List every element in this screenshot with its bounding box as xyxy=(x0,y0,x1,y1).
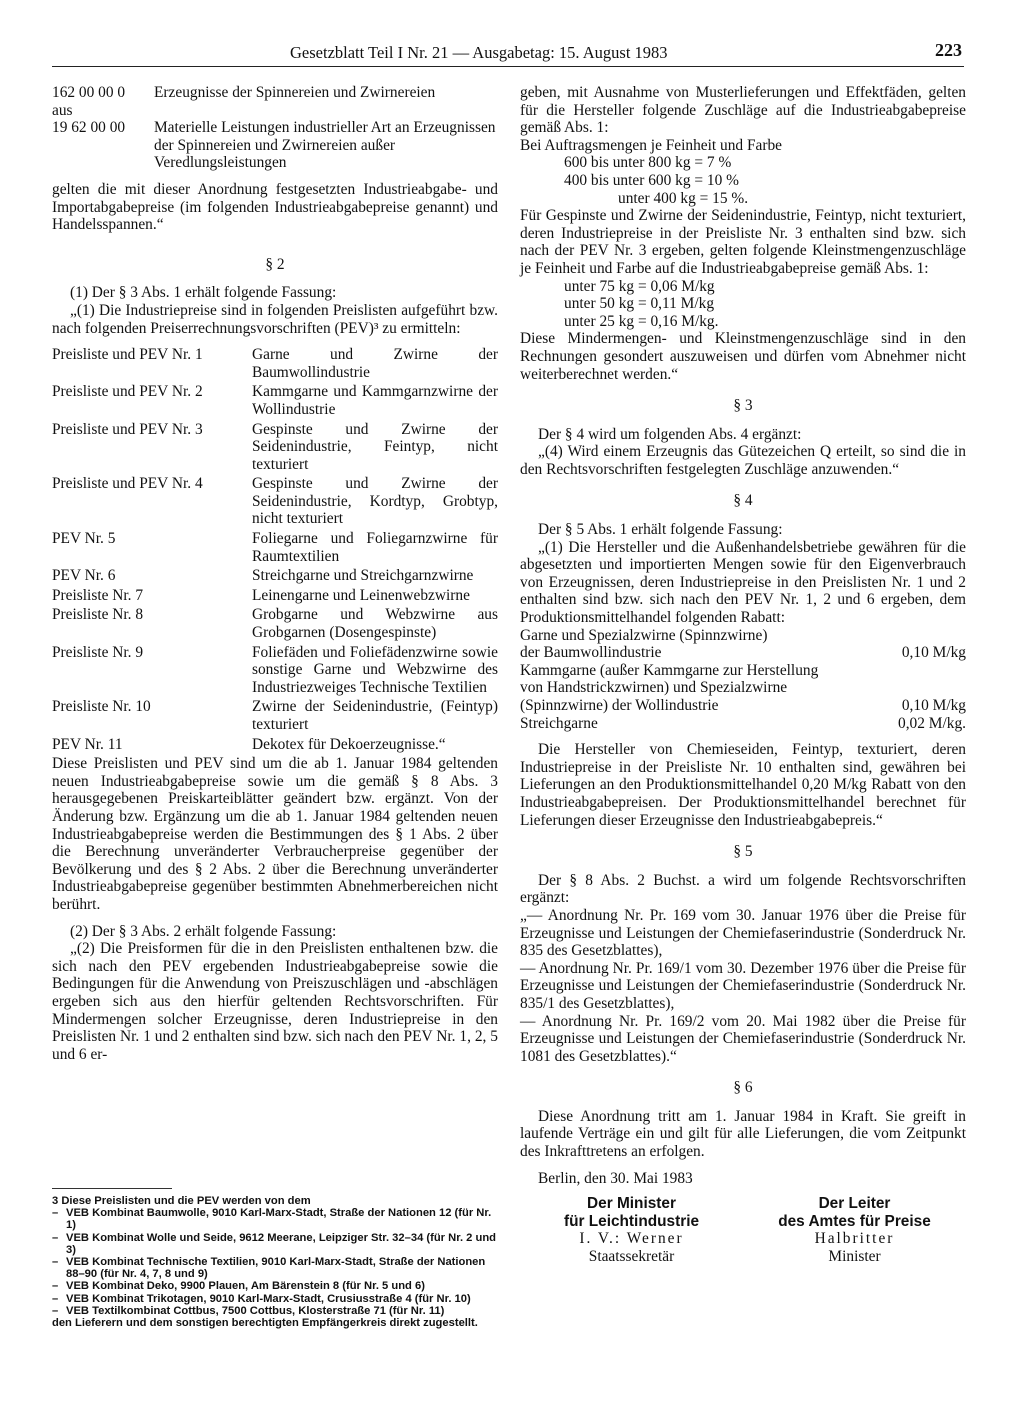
pricelist-name: Preisliste Nr. 10 xyxy=(52,698,151,716)
surcharge-item: 400 bis unter 600 kg = 10 % xyxy=(564,171,739,189)
pricelist-desc: Leinengarne und Leinenwebzwirne xyxy=(252,586,470,604)
rabatt-table xyxy=(520,627,966,733)
pricelist-desc: Garne und Zwirne der Baumwollindustrie xyxy=(252,346,498,381)
rabatt-row: Kammgarne (außer Kammgarne zur Herstellung von Handstrickzwirnen) und Spezialzwirne (Spinnzwirne) der Wollindustrie 0,10 M/kg xyxy=(520,661,966,714)
surcharge-item: unter 25 kg = 0,16 M/kg. xyxy=(564,312,719,330)
paragraph: Diese Anordnung tritt am 1. Januar 1984 in Kraft. Sie greift in laufende Verträge ein und gilt für alle Lieferungen, die vom Zeitpunkt des Inkrafttretens an erfolgen. xyxy=(520,1107,966,1161)
footnote xyxy=(52,1188,498,1329)
pricelist-desc: Grobgarne und Webzwirne aus Grobgarnen (Dosengespinste) xyxy=(252,606,498,642)
signature-right: Der Leiter des Amtes für Preise Halbritter Minister xyxy=(778,1195,931,1266)
pricelist-row xyxy=(52,587,498,605)
surcharge-item: unter 400 kg = 15 %. xyxy=(618,189,749,207)
paragraph: Der § 8 Abs. 2 Buchst. a wird um folgende Rechtsvorschriften ergänzt: xyxy=(520,871,966,907)
right-column xyxy=(520,84,966,1266)
footnote-outro: den Lieferern und dem sonstigen berechtigten Empfängerkreis direkt zugestellt. xyxy=(52,1317,478,1330)
paragraph: (2) Der § 3 Abs. 2 erhält folgende Fassung: xyxy=(70,922,337,940)
paragraph: „(2) Die Preisformen für die in den Preislisten enthaltenen bzw. die sich nach den PEV ergebenden Industrieabgabepreise sowie die Bedingungen für die Anwendung von Preiszuschlägen und -abschlägen ergeben sich aus den hierfür geltenden Rechtsvorschriften. Für Mindermengen solcher Erzeugnisse, deren Industriepreise in den Preislisten Nr. 1 und 2 enthalten sind bzw. sich nach den PEV Nr. 1, 2, 5 und 6 er- xyxy=(52,940,498,1063)
signatures xyxy=(520,1195,966,1265)
place-date: Berlin, den 30. Mai 1983 xyxy=(538,1169,693,1187)
pricelist-desc: Zwirne der Seidenindustrie, (Feintyp) texturiert xyxy=(252,698,498,733)
paragraph: geben, mit Ausnahme von Musterlieferungen und Effektfäden, gelten für die Hersteller folgende Zuschläge auf die Industrieabgabepreise gemäß Abs. 1: xyxy=(520,84,966,137)
footnote-item: – VEB Kombinat Wolle und Seide, 9612 Meerane, Leipziger Str. 32–34 (für Nr. 2 und 3) xyxy=(52,1231,497,1256)
pricelist-desc: Kammgarne und Kammgarnzwirne der Wollindustrie xyxy=(252,383,498,418)
section-title: § 2 xyxy=(265,255,285,273)
pricelist-name: Preisliste Nr. 9 xyxy=(52,643,144,661)
section-title: § 6 xyxy=(733,1079,753,1097)
pricelist-row xyxy=(52,530,498,565)
paragraph: „(1) Die Hersteller und die Außenhandelsbetriebe gewähren für die abgesetzten und importierten Mengen sowie für den Eigenverbrauch von Erzeugnissen, deren Industriepreise in den Preislisten Nr. 1 und 2 enthalten sind bzw. sich nach den PEV Nr. 1, 2 und 6 ergeben, dem Produktionsmittelhandel folgenden Rabatt: xyxy=(520,538,966,627)
pricelist-row xyxy=(52,383,498,418)
left-column xyxy=(52,84,498,1063)
pricelist-row xyxy=(52,736,498,754)
page-header xyxy=(52,42,964,67)
pricelist-row xyxy=(52,606,498,641)
pricelist-name: PEV Nr. 11 xyxy=(52,735,123,753)
pricelist-desc: Gespinste und Zwirne der Seidenindustrie, Kordtyp, Grobtyp, nicht texturiert xyxy=(252,475,498,528)
footnote-item: – VEB Kombinat Deko, 9900 Plauen, Am Bärenstein 8 (für Nr. 5 und 6) xyxy=(52,1280,425,1293)
paragraph: Diese Mindermengen- und Kleinstmengenzuschläge sind in den Rechnungen gesondert auszuweisen und dürfen vom Abnehmer nicht weiterberechnet werden.“ xyxy=(520,330,966,383)
paragraph: „(4) Wird einem Erzeugnis das Gütezeichen Q erteilt, so sind die in den Rechtsvorschriften festgelegten Zuschläge anzuwenden.“ xyxy=(520,443,966,478)
list-item: — Anordnung Nr. Pr. 169/1 vom 30. Dezember 1976 über die Preise für Erzeugnisse und Leistungen der Chemiefaserindustrie (Sonderdruck Nr. 835/1 des Gesetzblattes), xyxy=(520,959,966,1012)
paragraph: Für Gespinste und Zwirne der Seidenindustrie, Feintyp, nicht texturiert, deren Industriepreise in der Preisliste Nr. 3 enthalten sind bzw. sich nach der PEV Nr. 3 ergeben, gelten folgende Kleinstmengenzuschläge je Feinheit und Farbe auf die Industrieabgabepreise gemäß Abs. 1: xyxy=(520,207,966,277)
surcharge-list xyxy=(520,278,966,331)
code-row xyxy=(52,84,498,102)
paragraph: „(1) Die Industriepreise sind in folgenden Preislisten aufgeführt bzw. nach folgenden Preiserrechnungsvorschriften (PEV)³ zu ermitteln: xyxy=(52,301,498,337)
surcharge-item: unter 50 kg = 0,11 M/kg xyxy=(564,295,715,313)
pricelist-name: PEV Nr. 6 xyxy=(52,567,116,585)
code: 162 00 00 0 xyxy=(52,84,126,101)
pricelist-row xyxy=(52,644,498,697)
pricelist-row xyxy=(52,475,498,528)
surcharge-list xyxy=(520,154,966,207)
signature-left: Der Minister für Leichtindustrie I. V.: Werner Staatssekretär xyxy=(563,1195,700,1266)
pricelist-row xyxy=(52,346,498,381)
footnote-item: – VEB Kombinat Technische Textilien, 9010 Karl-Marx-Stadt, Straße der Nationen 88–90 (für Nr. 4, 7, 8 und 9) xyxy=(52,1256,486,1281)
pricelist-name: Preisliste und PEV Nr. 3 xyxy=(52,420,203,438)
pricelist-name: PEV Nr. 5 xyxy=(52,530,116,548)
code: 19 62 00 00 xyxy=(52,119,126,137)
pricelist-name: Preisliste Nr. 8 xyxy=(52,606,144,624)
paragraph: Bei Auftragsmengen je Feinheit und Farbe xyxy=(520,136,783,154)
pricelist-desc: Gespinste und Zwirne der Seidenindustrie, Feintyp, nicht texturiert xyxy=(252,420,498,473)
pricelist-table xyxy=(52,346,498,753)
pricelist-row xyxy=(52,698,498,733)
intro-close: gelten die mit dieser Anordnung festgesetzten Industrieabgabe- und Importabgabepreise (im folgenden Industrieabgabepreise genannt) und Handelsspannen.“ xyxy=(52,180,498,234)
paragraph: (1) Der § 3 Abs. 1 erhält folgende Fassung: xyxy=(70,284,337,302)
footnote-item: – VEB Kombinat Baumwolle, 9010 Karl-Marx-Stadt, Straße der Nationen 12 (für Nr. 1) xyxy=(52,1207,492,1232)
code-row xyxy=(52,119,498,172)
paragraph: Der § 4 wird um folgenden Abs. 4 ergänzt: xyxy=(538,425,802,443)
paragraph: Die Hersteller von Chemieseiden, Feintyp, texturiert, deren Industriepreise in der Preisliste Nr. 10 enthalten sind, gewähren bei Lieferungen an den Produktionsmittelhandel 0,20 M/kg Rabatt von den Industrieabgabepreisen. Der Produktionsmittelhandel berechnet für Lieferungen dieser Erzeugnisse den Industrieabgabepreis.“ xyxy=(520,741,966,829)
paragraph: Der § 5 Abs. 1 erhält folgende Fassung: xyxy=(538,521,783,539)
list-item: — Anordnung Nr. Pr. 169/2 vom 20. Mai 1982 über die Preise für Erzeugnisse und Leistungen der Chemiefaserindustrie (Sonderdruck Nr. 1081 des Gesetzblattes).“ xyxy=(520,1012,966,1065)
rabatt-row: Garne und Spezialzwirne (Spinnzwirne) der Baumwollindustrie 0,10 M/kg xyxy=(520,626,966,662)
code-row xyxy=(52,102,498,120)
pricelist-desc: Foliegarne und Foliegarnzwirne für Raumtextilien xyxy=(252,530,498,565)
pricelist-name: Preisliste und PEV Nr. 1 xyxy=(52,346,203,364)
pricelist-desc: Streichgarne und Streichgarnzwirne xyxy=(252,567,474,585)
code: aus xyxy=(52,101,73,119)
header-title: Gesetzblatt Teil I Nr. 21 — Ausgabetag: 15. August 1983 xyxy=(290,43,668,62)
footnote-item: – VEB Textilkombinat Cottbus, 7500 Cottbus, Klosterstraße 71 (für Nr. 11) xyxy=(52,1304,445,1317)
list-item: „— Anordnung Nr. Pr. 169 vom 30. Januar 1976 über die Preise für Erzeugnisse und Leistungen der Chemiefaserindustrie (Sonderdruck Nr. 835 des Gesetzblattes), xyxy=(520,906,966,960)
surcharge-item: 600 bis unter 800 kg = 7 % xyxy=(564,154,732,172)
pricelist-name: Preisliste und PEV Nr. 2 xyxy=(52,383,203,401)
code-desc: Erzeugnisse der Spinnereien und Zwirnereien xyxy=(154,84,436,101)
code-desc xyxy=(154,102,498,120)
section-title: § 4 xyxy=(733,492,753,510)
pricelist-row xyxy=(52,567,498,585)
footnote-item: – VEB Kombinat Trikotagen, 9010 Karl-Marx-Stadt, Crusiusstraße 4 (für Nr. 10) xyxy=(52,1292,471,1305)
footnote-intro: 3 Diese Preislisten und die PEV werden von dem xyxy=(52,1195,311,1207)
page-number: 223 xyxy=(935,40,962,60)
pricelist-name: Preisliste und PEV Nr. 4 xyxy=(52,475,203,493)
section-title: § 5 xyxy=(733,843,753,861)
pricelist-desc: Dekotex für Dekoerzeugnisse.“ xyxy=(252,735,446,753)
code-desc: Materielle Leistungen industrieller Art an Erzeugnissen der Spinnereien und Zwirnereien außer Veredlungsleistungen xyxy=(154,119,496,172)
section-title: § 3 xyxy=(733,397,753,415)
pricelist-name: Preisliste Nr. 7 xyxy=(52,586,144,604)
surcharge-item: unter 75 kg = 0,06 M/kg xyxy=(564,277,715,295)
paragraph: Diese Preislisten und PEV sind um die ab 1. Januar 1984 geltenden neuen Industrieabgabepreise sowie um die gemäß § 8 Abs. 3 herausgegebenen Preiskarteiblätter geändert bzw. ergänzt. Von der Änderung bzw. Ergänzung um die ab 1. Januar 1984 geltenden neuen Industrieabgabepreise werden die Bestimmungen des § 1 Abs. 2 über die Berechnung unveränderter Verbraucherpreise gegenüber der Bevölkerung und des § 2 Abs. 2 über die Berechnung unveränderter Industrieabgabepreise gegenüber bestimmten Abnehmerbereichen nicht berührt. xyxy=(52,755,498,913)
pricelist-desc: Foliefäden und Foliefädenzwirne sowie sonstige Garne und Webzwirne des Industriezweiges Technische Textilien xyxy=(252,643,498,696)
pricelist-row xyxy=(52,421,498,474)
rabatt-row: Streichgarne 0,02 M/kg. xyxy=(520,714,966,732)
